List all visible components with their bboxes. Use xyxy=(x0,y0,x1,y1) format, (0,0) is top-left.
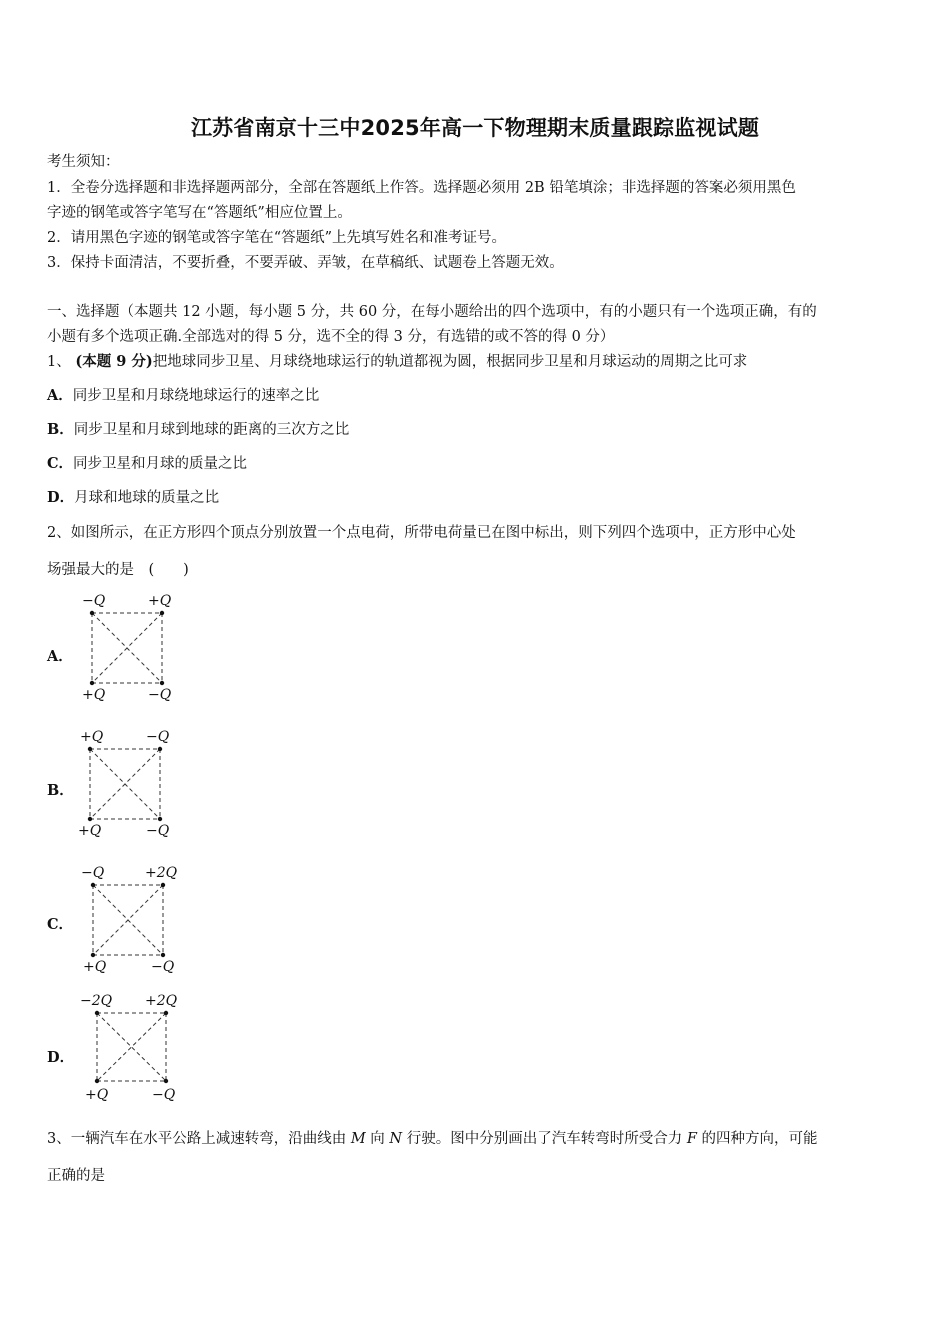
charge-square-diagram-d xyxy=(80,990,190,1102)
point-n: N xyxy=(389,1131,403,1147)
charge-label: +Q xyxy=(148,593,172,609)
notice-item-1-cont: 字迹的钢笔或答字笔写在“答题纸”相应位置上。 xyxy=(47,205,352,221)
notice-item-3: 3．保持卡面清洁，不要折叠，不要弄破、弄皱，在草稿纸、试题卷上答题无效。 xyxy=(47,255,564,271)
question-2-option-a-label: A． xyxy=(47,648,73,665)
question-3-text: 向 xyxy=(365,1131,390,1147)
question-3-stem-line1 xyxy=(47,1130,818,1148)
page-title: 江苏省南京十三中2025年高一下物理期末质量跟踪监视试题 xyxy=(190,116,760,140)
charge-label: −Q xyxy=(81,865,105,881)
option-text: 同步卫星和月球到地球的距离的三次方之比 xyxy=(73,422,350,438)
question-3-text: 3、一辆汽车在水平公路上减速转弯，沿曲线由 xyxy=(47,1131,351,1147)
charge-label: −2Q xyxy=(80,993,113,1009)
charge-label: +2Q xyxy=(145,865,178,881)
question-1-number: 1、 xyxy=(47,354,71,370)
charge-label: +Q xyxy=(85,1087,109,1103)
question-1-text: 把地球同步卫星、月球绕地球运行的轨道都视为圆，根据同步卫星和月球运动的周期之比可求 xyxy=(152,354,748,370)
question-2-option-d-label: D． xyxy=(47,1049,75,1066)
section-heading-line2: 小题有多个选项正确.全部选对的得 5 分，选不全的得 3 分，有选错的或不答的得 0 分） xyxy=(47,329,615,345)
question-1-points: (本题 9 分) xyxy=(75,353,153,370)
option-text: 同步卫星和月球绕地球运行的速率之比 xyxy=(72,388,320,404)
question-1-option-b xyxy=(47,421,349,439)
question-1-option-c xyxy=(47,455,247,473)
option-label: B． xyxy=(47,421,74,438)
point-m: M xyxy=(350,1131,366,1147)
section-heading-line1: 一、选择题（本题共 12 小题，每小题 5 分，共 60 分，在每小题给出的四个选项中，有的小题只有一个选项正确，有的 xyxy=(47,304,817,320)
question-3-text: 行驶。图中分别画出了汽车转弯时所受合力 xyxy=(402,1131,687,1147)
question-3-text: 的四种方向，可能 xyxy=(696,1131,818,1147)
charge-label: −Q xyxy=(146,823,170,839)
option-text: 月球和地球的质量之比 xyxy=(74,490,220,506)
charge-label: −Q xyxy=(148,687,172,703)
charge-square-diagram-b xyxy=(76,726,176,838)
question-1-option-a xyxy=(47,387,319,405)
question-1-option-d xyxy=(47,489,219,507)
question-3-stem-line2: 正确的是 xyxy=(47,1168,105,1184)
question-2-stem-line2: 场强最大的是 ( ) xyxy=(47,562,189,578)
charge-label: +Q xyxy=(80,729,104,745)
charge-square-diagram-a xyxy=(78,590,178,702)
question-2-option-c-label: C． xyxy=(47,916,74,933)
charge-label: −Q xyxy=(82,593,106,609)
notice-heading: 考生须知： xyxy=(47,154,120,170)
question-2-option-b-label: B． xyxy=(47,782,74,799)
charge-square-diagram-c xyxy=(79,862,189,974)
charge-label: +Q xyxy=(78,823,102,839)
charge-label: −Q xyxy=(151,959,175,975)
question-2-stem-line1: 2、如图所示，在正方形四个顶点分别放置一个点电荷，所带电荷量已在图中标出，则下列四个选项中，正方形中心处 xyxy=(47,525,796,541)
notice-item-2: 2．请用黑色字迹的钢笔或答字笔在“答题纸”上先填写姓名和准考证号。 xyxy=(47,230,507,246)
option-label: C． xyxy=(47,455,74,472)
charge-label: +Q xyxy=(82,687,106,703)
charge-label: −Q xyxy=(152,1087,176,1103)
charge-label: −Q xyxy=(146,729,170,745)
charge-label: +Q xyxy=(83,959,107,975)
force-f: F xyxy=(686,1131,697,1147)
charge-label: +2Q xyxy=(145,993,178,1009)
option-text: 同步卫星和月球的质量之比 xyxy=(73,456,248,472)
option-label: A． xyxy=(47,387,73,404)
question-1-stem xyxy=(47,353,747,371)
option-label: D． xyxy=(47,489,75,506)
notice-item-1: 1．全卷分选择题和非选择题两部分，全部在答题纸上作答。选择题必须用 2B 铅笔填涂；非选择题的答案必须用黑色 xyxy=(47,180,796,196)
